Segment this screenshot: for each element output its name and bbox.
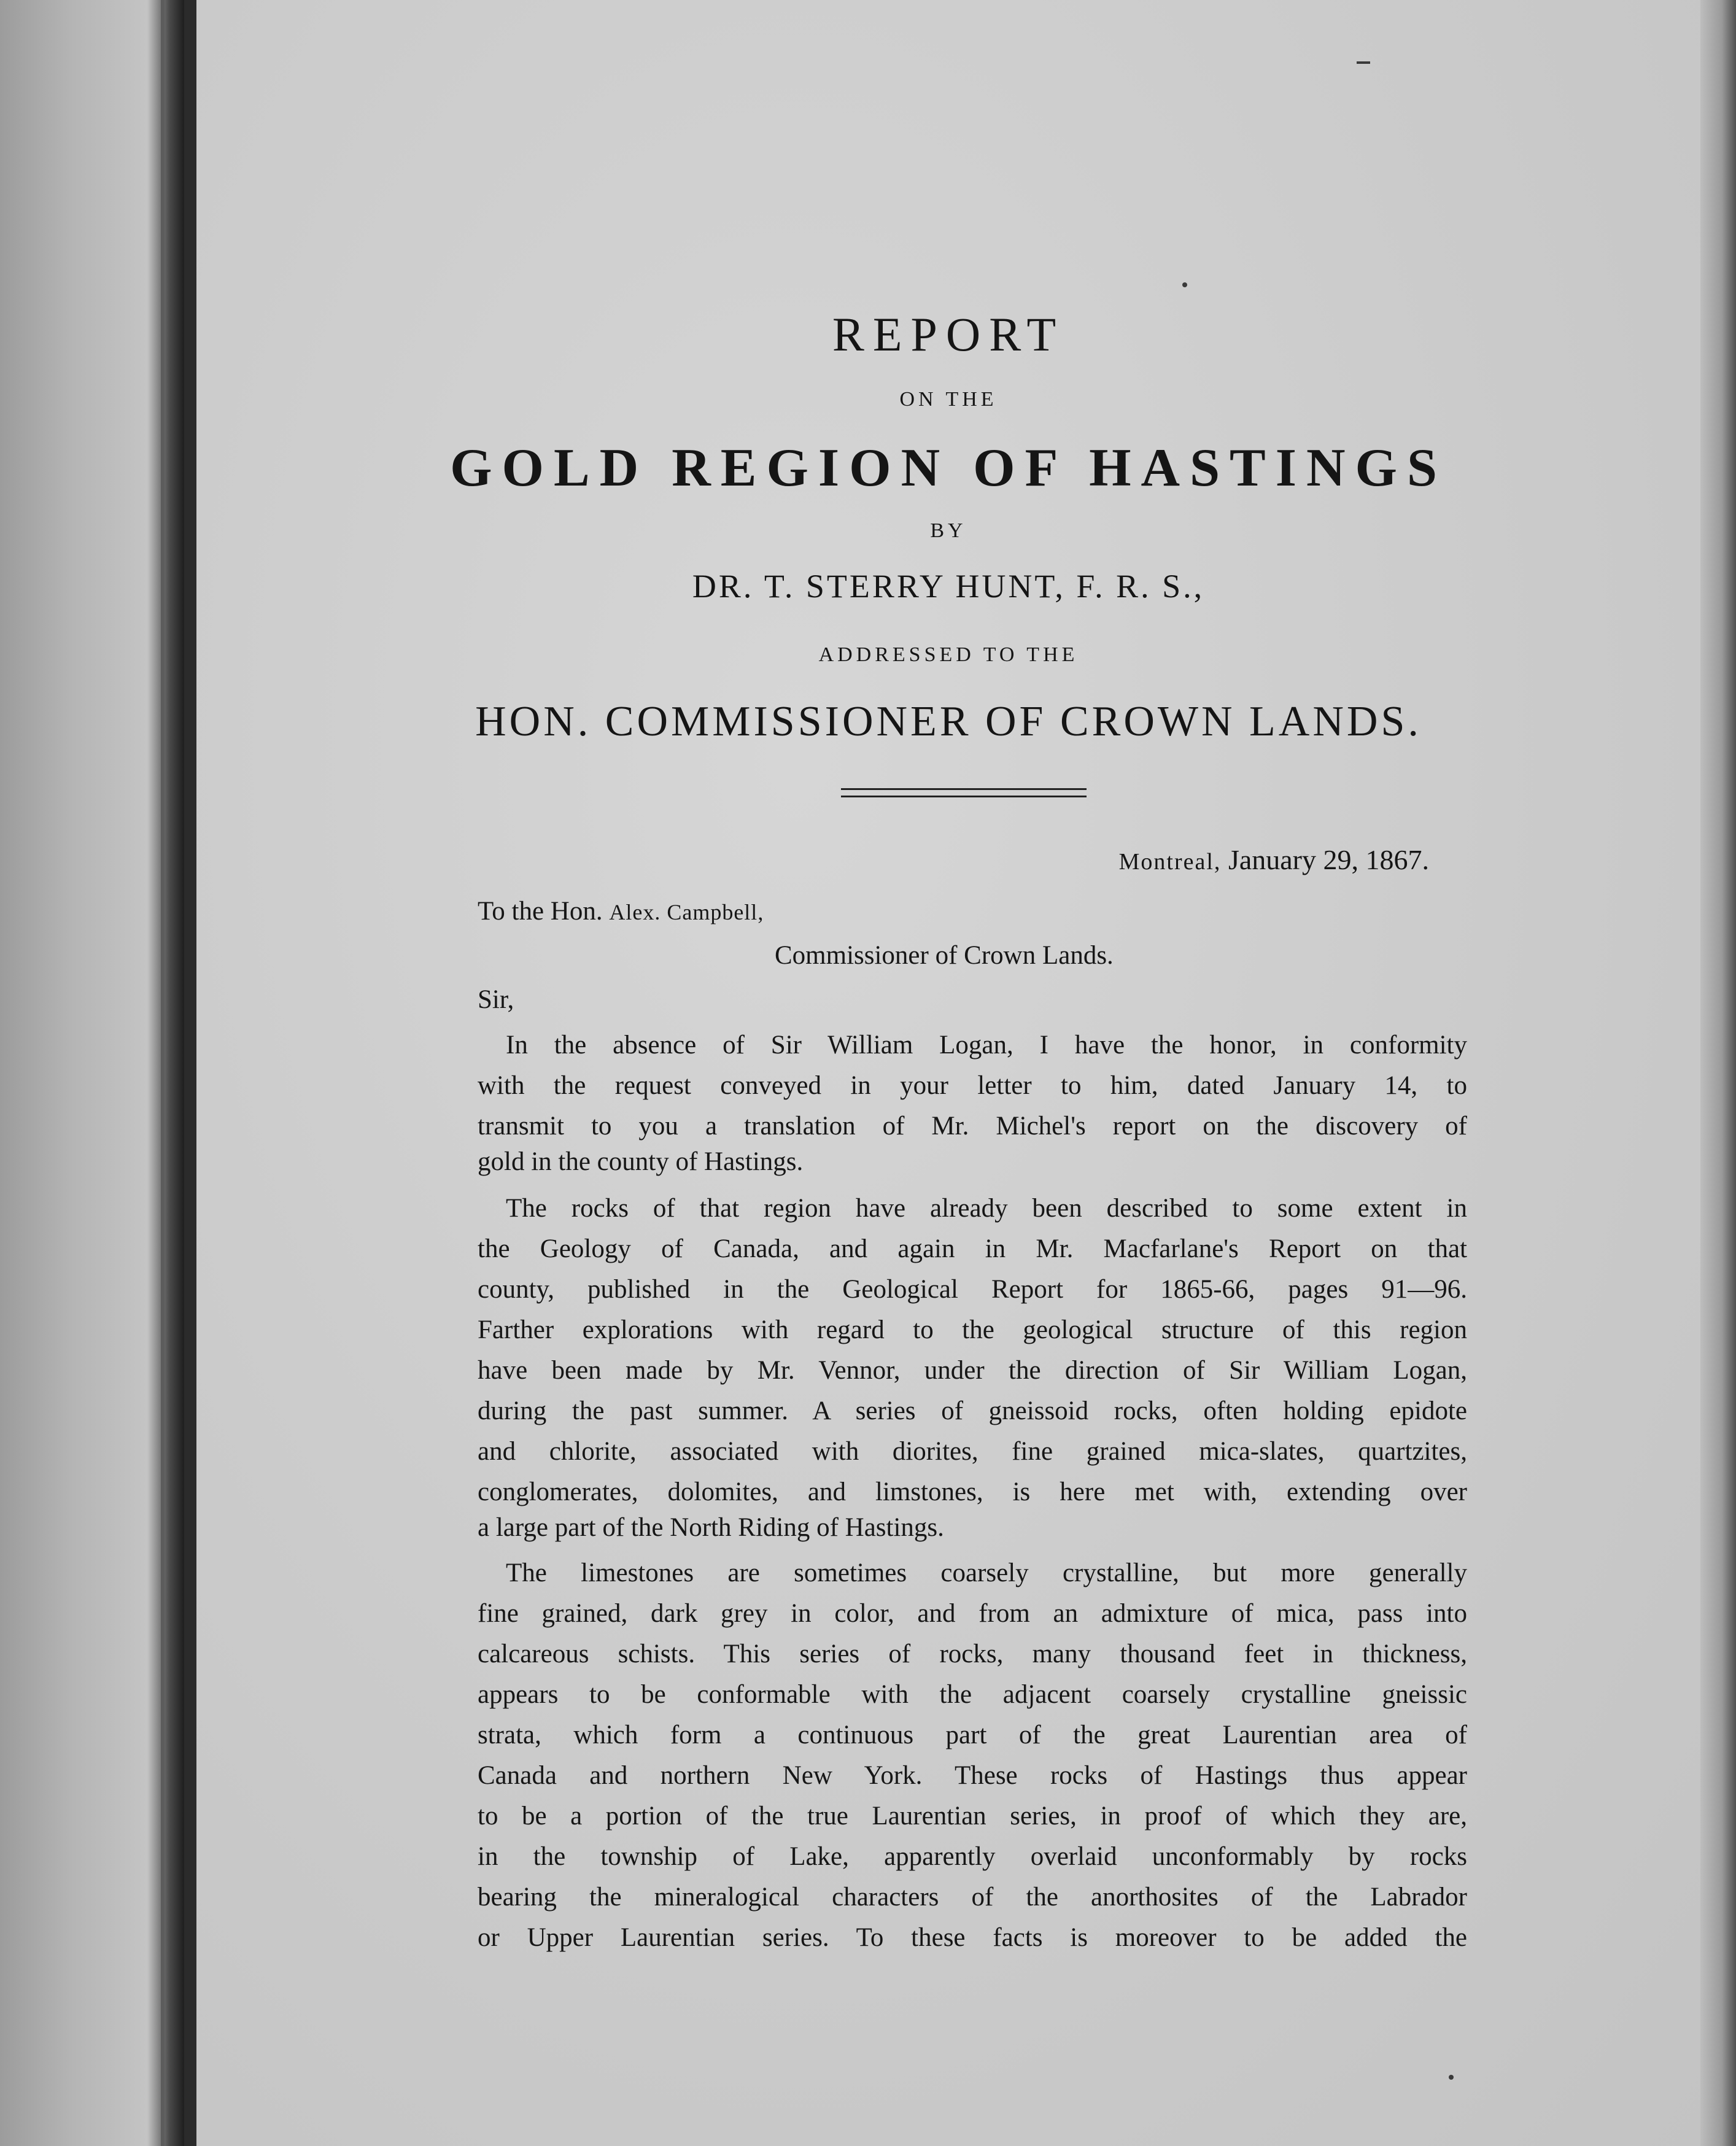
paragraph-3 bbox=[478, 1553, 1467, 1958]
divider-rule bbox=[841, 796, 1087, 797]
recipient-prefix: To the Hon. bbox=[478, 897, 610, 926]
recipient-line bbox=[478, 896, 764, 926]
binding-line bbox=[161, 0, 165, 2146]
text-line: The rocks of that region have already been described to some extent in bbox=[506, 1194, 1467, 1223]
recipient-office: Commissioner of Crown Lands. bbox=[775, 941, 1114, 970]
text-line: transmit to you a translation of Mr. Michel's report on the discovery of bbox=[478, 1112, 1467, 1141]
by-label: BY bbox=[930, 519, 967, 542]
text-line: have been made by Mr. Vennor, under the direction of Sir William Logan, bbox=[478, 1356, 1467, 1385]
text-line: conglomerates, dolomites, and limstones, is here met with, extending over bbox=[478, 1478, 1467, 1506]
text-line: with the request conveyed in your letter to him, dated January 14, to bbox=[478, 1071, 1467, 1100]
text-line: calcareous schists. This series of rocks, many thousand feet in thickness, bbox=[478, 1640, 1467, 1668]
text-line: in the township of Lake, apparently overlaid unconformably by rocks bbox=[478, 1842, 1467, 1871]
text-line: to be a portion of the true Laurentian series, in proof of which they are, bbox=[478, 1802, 1467, 1830]
text-line: the Geology of Canada, and again in Mr. Macfarlane's Report on that bbox=[478, 1234, 1467, 1263]
addressed-label: ADDRESSED TO THE bbox=[818, 643, 1079, 666]
addressee-title: HON. COMMISSIONER OF CROWN LANDS. bbox=[475, 698, 1422, 745]
text-line: appears to be conformable with the adjacent coarsely crystalline gneissic bbox=[478, 1680, 1467, 1709]
text-line: The limestones are sometimes coarsely crystalline, but more generally bbox=[506, 1559, 1467, 1587]
divider-rule bbox=[841, 788, 1087, 790]
text-line: or Upper Laurentian series. To these facts is moreover to be added the bbox=[478, 1923, 1467, 1952]
text-line: Canada and northern New York. These rocks of Hastings thus appear bbox=[478, 1761, 1467, 1790]
text-line: strata, which form a continuous part of the great Laurentian area of bbox=[478, 1721, 1467, 1749]
paragraph-1-last-line: gold in the county of Hastings. bbox=[478, 1147, 804, 1176]
text-line: In the absence of Sir William Logan, I have the honor, in conformity bbox=[506, 1031, 1467, 1059]
recipient-name: Alex. Campbell, bbox=[609, 900, 764, 924]
facing-page-edge bbox=[0, 0, 184, 2146]
report-title: REPORT bbox=[832, 308, 1065, 361]
text-line: bearing the mineralogical characters of the anorthosites of the Labrador bbox=[478, 1883, 1467, 1912]
main-title: GOLD REGION OF HASTINGS bbox=[450, 438, 1447, 498]
text-line: Farther explorations with regard to the geological structure of this region bbox=[478, 1315, 1467, 1344]
dust-speck bbox=[1449, 2075, 1454, 2080]
author-name: DR. T. STERRY HUNT, F. R. S., bbox=[692, 568, 1205, 605]
text-line: and chlorite, associated with diorites, fine grained mica-slates, quartzites, bbox=[478, 1437, 1467, 1466]
paragraph-2-last-line: a large part of the North Riding of Hastings. bbox=[478, 1513, 944, 1542]
paragraph-2 bbox=[478, 1188, 1467, 1513]
dust-speck bbox=[1182, 282, 1187, 287]
date-place: Montreal, bbox=[1118, 849, 1222, 875]
on-the-label: ON THE bbox=[899, 388, 998, 411]
text-line: during the past summer. A series of gneissoid rocks, often holding epidote bbox=[478, 1396, 1467, 1425]
letter-date bbox=[1119, 843, 1429, 876]
paragraph-1 bbox=[478, 1025, 1467, 1147]
text-line: county, published in the Geological Report for 1865-66, pages 91—96. bbox=[478, 1275, 1467, 1304]
salutation: Sir, bbox=[478, 985, 514, 1014]
page-right-edge bbox=[1700, 0, 1736, 2146]
text-line: fine grained, dark grey in color, and from an admixture of mica, pass into bbox=[478, 1599, 1467, 1628]
date-value: January 29, 1867. bbox=[1228, 844, 1429, 875]
dust-speck bbox=[1357, 61, 1370, 64]
